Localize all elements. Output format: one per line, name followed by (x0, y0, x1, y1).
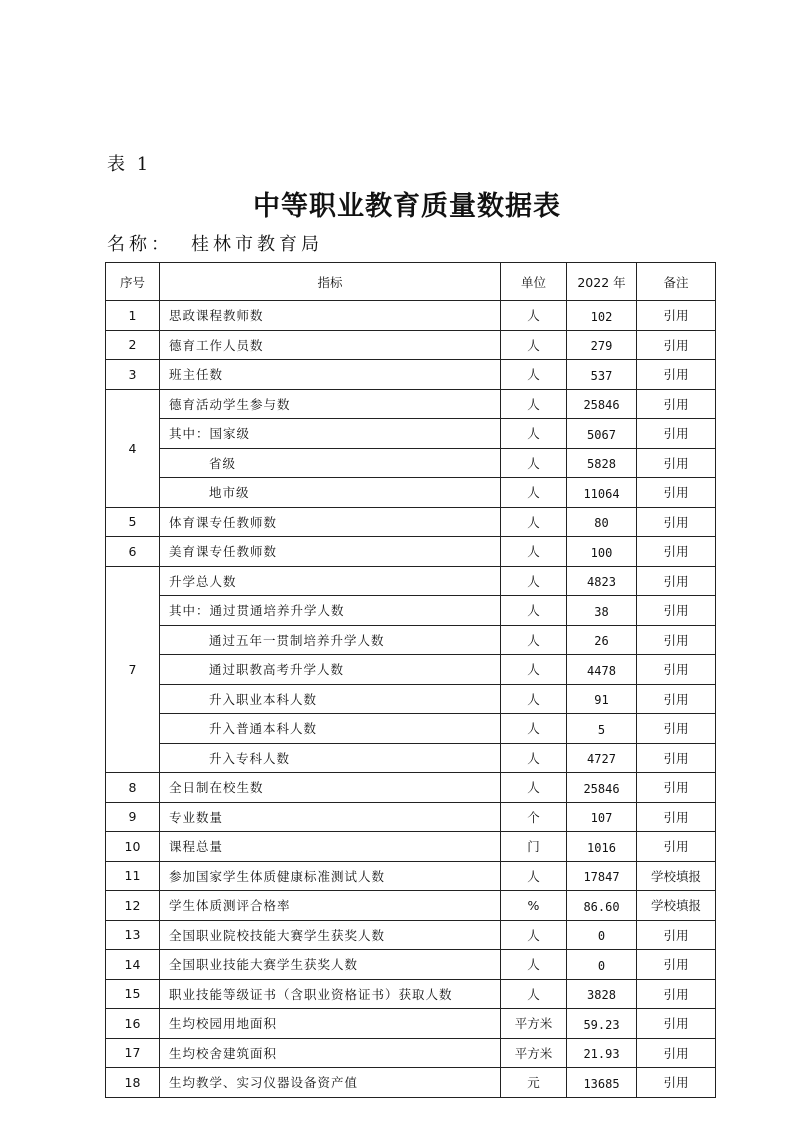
note-cell: 引用 (637, 419, 716, 449)
indicator-cell: 德育活动学生参与数 (160, 389, 501, 419)
unit-cell: 平方米 (501, 1038, 567, 1068)
table-row (106, 330, 716, 360)
header-indicator: 指标 (160, 263, 501, 301)
indicator-cell: 体育课专任教师数 (160, 507, 501, 537)
unit-cell: 人 (501, 861, 567, 891)
unit-cell: 门 (501, 832, 567, 862)
unit-cell: 人 (501, 537, 567, 567)
note-cell: 引用 (637, 743, 716, 773)
row-number: 14 (106, 950, 160, 980)
row-number: 13 (106, 920, 160, 950)
value-cell: 26 (567, 625, 637, 655)
unit-cell: 人 (501, 625, 567, 655)
table-row (106, 360, 716, 390)
row-number: 10 (106, 832, 160, 862)
note-cell: 引用 (637, 979, 716, 1009)
value-cell: 11064 (567, 478, 637, 508)
note-cell: 引用 (637, 714, 716, 744)
table-row (106, 625, 716, 655)
row-number: 16 (106, 1009, 160, 1039)
indicator-cell: 省级 (160, 448, 501, 478)
indicator-cell: 参加国家学生体质健康标准测试人数 (160, 861, 501, 891)
value-cell: 4727 (567, 743, 637, 773)
table-row (106, 802, 716, 832)
unit-cell: % (501, 891, 567, 921)
note-cell: 引用 (637, 655, 716, 685)
note-cell: 引用 (637, 832, 716, 862)
header-year: 2022 年 (567, 263, 637, 301)
unit-cell: 人 (501, 684, 567, 714)
note-cell: 引用 (637, 478, 716, 508)
value-cell: 80 (567, 507, 637, 537)
value-cell: 537 (567, 360, 637, 390)
note-cell: 引用 (637, 448, 716, 478)
indicator-cell: 升入职业本科人数 (160, 684, 501, 714)
table-row (106, 478, 716, 508)
row-number: 2 (106, 330, 160, 360)
indicator-cell: 升学总人数 (160, 566, 501, 596)
value-cell: 5828 (567, 448, 637, 478)
row-number: 6 (106, 537, 160, 567)
value-cell: 0 (567, 950, 637, 980)
value-cell: 25846 (567, 773, 637, 803)
row-number: 18 (106, 1068, 160, 1098)
unit-cell: 元 (501, 1068, 567, 1098)
note-cell: 引用 (637, 360, 716, 390)
note-cell: 引用 (637, 1068, 716, 1098)
indicator-cell: 通过职教高考升学人数 (160, 655, 501, 685)
indicator-cell: 生均校舍建筑面积 (160, 1038, 501, 1068)
table-row (106, 979, 716, 1009)
value-cell: 3828 (567, 979, 637, 1009)
indicator-cell: 其中：国家级 (160, 419, 501, 449)
indicator-cell: 学生体质测评合格率 (160, 891, 501, 921)
table-row (106, 684, 716, 714)
value-cell: 279 (567, 330, 637, 360)
unit-cell: 人 (501, 478, 567, 508)
value-cell: 17847 (567, 861, 637, 891)
indicator-cell: 德育工作人员数 (160, 330, 501, 360)
value-cell: 102 (567, 301, 637, 331)
row-number: 3 (106, 360, 160, 390)
organization-label: 名称： (107, 234, 173, 255)
indicator-cell: 职业技能等级证书（含职业资格证书）获取人数 (160, 979, 501, 1009)
note-cell: 引用 (637, 802, 716, 832)
value-cell: 5067 (567, 419, 637, 449)
value-cell: 38 (567, 596, 637, 626)
value-cell: 91 (567, 684, 637, 714)
indicator-cell: 通过五年一贯制培养升学人数 (160, 625, 501, 655)
table-row (106, 950, 716, 980)
note-cell: 引用 (637, 950, 716, 980)
table-row (106, 419, 716, 449)
indicator-cell: 专业数量 (160, 802, 501, 832)
indicator-cell: 美育课专任教师数 (160, 537, 501, 567)
table-row (106, 1038, 716, 1068)
indicator-cell: 全国职业技能大赛学生获奖人数 (160, 950, 501, 980)
table-row (106, 891, 716, 921)
indicator-cell: 全日制在校生数 (160, 773, 501, 803)
note-cell: 引用 (637, 566, 716, 596)
row-number: 4 (106, 389, 160, 507)
value-cell: 86.60 (567, 891, 637, 921)
indicator-cell: 其中：通过贯通培养升学人数 (160, 596, 501, 626)
table-row (106, 773, 716, 803)
value-cell: 0 (567, 920, 637, 950)
table-row (106, 389, 716, 419)
table-label: 表 1 (107, 154, 152, 175)
value-cell: 107 (567, 802, 637, 832)
table-row (106, 920, 716, 950)
note-cell: 引用 (637, 330, 716, 360)
indicator-cell: 生均校园用地面积 (160, 1009, 501, 1039)
indicator-cell: 生均教学、实习仪器设备资产值 (160, 1068, 501, 1098)
row-number: 9 (106, 802, 160, 832)
value-cell: 59.23 (567, 1009, 637, 1039)
row-number: 5 (106, 507, 160, 537)
note-cell: 学校填报 (637, 891, 716, 921)
table-row (106, 832, 716, 862)
unit-cell: 人 (501, 714, 567, 744)
table-row (106, 743, 716, 773)
table-row (106, 566, 716, 596)
note-cell: 引用 (637, 507, 716, 537)
indicator-cell: 班主任数 (160, 360, 501, 390)
row-number: 7 (106, 566, 160, 773)
unit-cell: 人 (501, 950, 567, 980)
quality-data-table (105, 262, 716, 1098)
indicator-cell: 升入专科人数 (160, 743, 501, 773)
note-cell: 引用 (637, 1038, 716, 1068)
table-row (106, 448, 716, 478)
unit-cell: 人 (501, 920, 567, 950)
unit-cell: 人 (501, 743, 567, 773)
table-row (106, 1009, 716, 1039)
table-header-row (106, 263, 716, 301)
header-note: 备注 (637, 263, 716, 301)
unit-cell: 人 (501, 448, 567, 478)
unit-cell: 人 (501, 979, 567, 1009)
organization-name: 桂林市教育局 (191, 234, 323, 255)
row-number: 15 (106, 979, 160, 1009)
table-row (106, 861, 716, 891)
table-row (106, 1068, 716, 1098)
unit-cell: 人 (501, 596, 567, 626)
indicator-cell: 升入普通本科人数 (160, 714, 501, 744)
unit-cell: 个 (501, 802, 567, 832)
value-cell: 4823 (567, 566, 637, 596)
note-cell: 引用 (637, 773, 716, 803)
table-row (106, 507, 716, 537)
value-cell: 1016 (567, 832, 637, 862)
table-row (106, 537, 716, 567)
note-cell: 引用 (637, 301, 716, 331)
value-cell: 4478 (567, 655, 637, 685)
value-cell: 13685 (567, 1068, 637, 1098)
value-cell: 100 (567, 537, 637, 567)
note-cell: 引用 (637, 625, 716, 655)
unit-cell: 平方米 (501, 1009, 567, 1039)
document-title: 中等职业教育质量数据表 (253, 191, 561, 222)
table-row (106, 655, 716, 685)
note-cell: 学校填报 (637, 861, 716, 891)
value-cell: 25846 (567, 389, 637, 419)
value-cell: 5 (567, 714, 637, 744)
table-row (106, 714, 716, 744)
row-number: 17 (106, 1038, 160, 1068)
row-number: 12 (106, 891, 160, 921)
row-number: 11 (106, 861, 160, 891)
indicator-cell: 思政课程教师数 (160, 301, 501, 331)
unit-cell: 人 (501, 566, 567, 596)
header-no: 序号 (106, 263, 160, 301)
indicator-cell: 地市级 (160, 478, 501, 508)
unit-cell: 人 (501, 330, 567, 360)
note-cell: 引用 (637, 537, 716, 567)
note-cell: 引用 (637, 684, 716, 714)
row-number: 1 (106, 301, 160, 331)
unit-cell: 人 (501, 301, 567, 331)
unit-cell: 人 (501, 773, 567, 803)
organization-line (107, 230, 323, 256)
unit-cell: 人 (501, 360, 567, 390)
unit-cell: 人 (501, 655, 567, 685)
note-cell: 引用 (637, 920, 716, 950)
unit-cell: 人 (501, 389, 567, 419)
table-row (106, 301, 716, 331)
table-row (106, 596, 716, 626)
note-cell: 引用 (637, 1009, 716, 1039)
unit-cell: 人 (501, 507, 567, 537)
row-number: 8 (106, 773, 160, 803)
note-cell: 引用 (637, 389, 716, 419)
indicator-cell: 课程总量 (160, 832, 501, 862)
note-cell: 引用 (637, 596, 716, 626)
header-unit: 单位 (501, 263, 567, 301)
value-cell: 21.93 (567, 1038, 637, 1068)
unit-cell: 人 (501, 419, 567, 449)
indicator-cell: 全国职业院校技能大赛学生获奖人数 (160, 920, 501, 950)
